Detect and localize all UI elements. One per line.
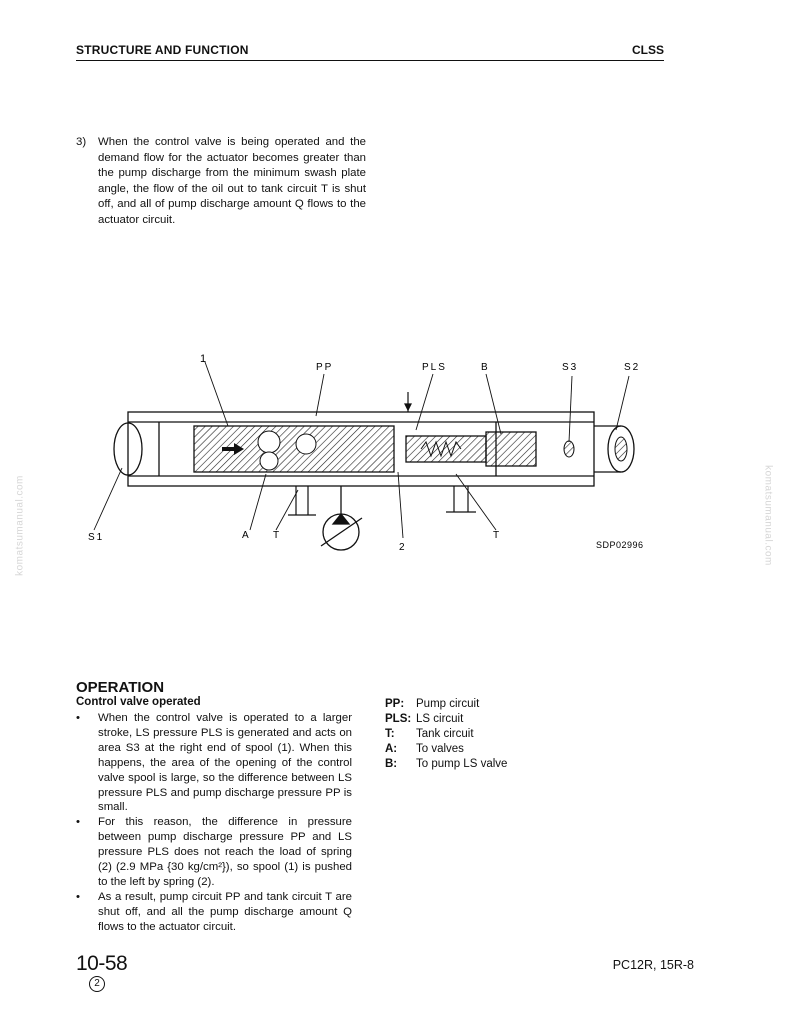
legend-key: B: bbox=[385, 757, 398, 770]
pls-piston bbox=[486, 432, 536, 466]
bullet-text: As a result, pump circuit PP and tank circuit T are shut off, and all the pump discharge amount Q flows to the actuator circuit. bbox=[98, 890, 352, 933]
legend-desc: To pump LS valve bbox=[416, 757, 508, 770]
legend-desc: Pump circuit bbox=[416, 698, 480, 710]
watermark-right: komatsumanual.com bbox=[762, 465, 774, 566]
label-t-left: T bbox=[273, 530, 280, 541]
legend-key: PLS: bbox=[385, 712, 412, 725]
section-title: STRUCTURE AND FUNCTION bbox=[76, 43, 249, 57]
label-pp: PP bbox=[316, 362, 334, 373]
paragraph-3 bbox=[76, 135, 366, 228]
model-number: PC12R, 15R-8 bbox=[612, 958, 694, 972]
spool-land-2 bbox=[260, 452, 278, 470]
legend-desc: LS circuit bbox=[416, 712, 464, 725]
label-t-right: T bbox=[493, 530, 500, 541]
pls-line bbox=[405, 392, 411, 412]
legend-desc: Tank circuit bbox=[416, 727, 474, 740]
legend-key: T: bbox=[385, 727, 395, 740]
port-s3 bbox=[564, 441, 574, 457]
watermark-left: komatsumanual.com bbox=[14, 475, 26, 576]
operation-heading: OPERATION bbox=[76, 679, 165, 696]
label-part-1: 1 bbox=[200, 353, 207, 365]
tank-port-right bbox=[446, 486, 476, 512]
label-pls: PLS bbox=[422, 362, 447, 373]
legend-row bbox=[385, 742, 507, 757]
operation-bullets bbox=[76, 711, 352, 935]
operation-subheading: Control valve operated bbox=[76, 696, 201, 708]
label-s3: S3 bbox=[562, 362, 579, 373]
legend-row bbox=[385, 697, 507, 712]
bullet-marker: • bbox=[76, 816, 80, 829]
port-s2-hole bbox=[615, 437, 627, 461]
legend-key: PP: bbox=[385, 698, 405, 710]
legend-row bbox=[385, 727, 507, 742]
bullet-text: When the control valve is operated to a larger stroke, LS pressure PLS is generated and acts on area S3 at the right end of spool (1). When this happens, the area of the opening of the control valve spool is large, so the difference between LS pressure PLS and pump discharge pressure PP is small. bbox=[98, 712, 352, 814]
bullet-marker: • bbox=[76, 890, 80, 903]
legend-row bbox=[385, 757, 507, 772]
header-rule bbox=[76, 60, 664, 61]
label-b: B bbox=[481, 362, 488, 373]
spool-land-3 bbox=[296, 434, 316, 454]
label-s1: S1 bbox=[88, 532, 105, 543]
paragraph-text: When the control valve is being operated and the demand flow for the actuator becomes greater than the pump discharge from the minimum swash plate angle, the flow of the oil out to tank circuit T is shut off, and all of pump discharge amount Q flows to the actuator circuit. bbox=[98, 136, 366, 226]
circuit-legend bbox=[385, 697, 507, 772]
revision-mark: 2 bbox=[89, 976, 105, 992]
bullet-text: For this reason, the difference in pressure between pump discharge pressure PP and LS pressure PLS does not reach the load of spring (2) (2.9 MPa {30 kg/cm²}), so spool (1) is pushed to the left by spring (2). bbox=[98, 816, 352, 888]
bullet-item bbox=[76, 890, 352, 935]
page-number: 10-58 bbox=[76, 952, 128, 975]
bullet-item bbox=[76, 815, 352, 890]
label-part-2: 2 bbox=[399, 542, 405, 553]
pump-symbol bbox=[321, 486, 362, 550]
paragraph-number: 3) bbox=[76, 136, 87, 148]
topic-title: CLSS bbox=[631, 43, 664, 57]
bullet-marker: • bbox=[76, 712, 80, 724]
legend-desc: To valves bbox=[416, 742, 464, 755]
spring-chamber bbox=[406, 436, 486, 462]
legend-key: A: bbox=[385, 742, 398, 755]
label-s2: S2 bbox=[624, 362, 641, 373]
bullet-item bbox=[76, 711, 352, 815]
diagram-code: SDP02996 bbox=[596, 540, 644, 550]
label-a: A bbox=[242, 530, 249, 541]
legend-row bbox=[385, 712, 507, 727]
clss-valve-diagram bbox=[76, 350, 676, 560]
spool-land-1 bbox=[258, 431, 280, 453]
